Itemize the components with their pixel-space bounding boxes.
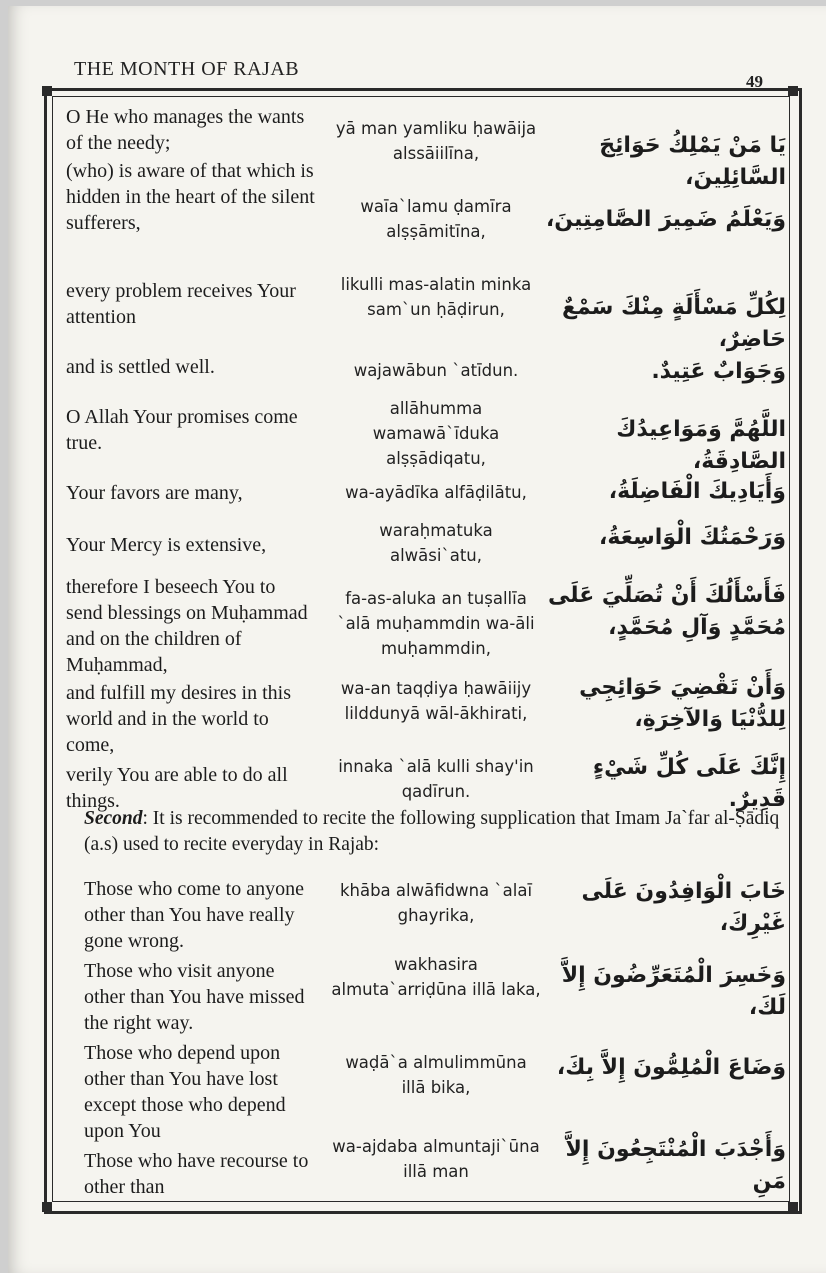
transliteration-text: wa-ayādīka alfāḍilātu, <box>345 483 527 502</box>
english-text: and is settled well. <box>66 356 215 378</box>
instruction-text: : It is recommended to recite the following supplication that Imam Ja`far al-Ṣādiq (a.s) used to recite everyday in Rajab: <box>84 808 780 855</box>
arabic-text: إِنَّكَ عَلَى كُلِّ شَيْءٍ قَدِيرٌ. <box>592 755 786 812</box>
arabic-text: وَجَوَابٌ عَتِيدٌ. <box>651 359 786 384</box>
running-title: THE MONTH OF RAJAB <box>74 58 300 80</box>
arabic-text: اللَّهُمَّ وَمَوَاعِيدُكَ الصَّادِقَةُ، <box>616 417 786 474</box>
transliteration-text: innaka `alā kulli shay'in qadīrun. <box>338 757 534 801</box>
english-text: and fulfill my desires in this world and in the world to come, <box>66 682 291 756</box>
corner-ornament <box>788 1202 798 1212</box>
arabic-text: وَضَاعَ الْمُلِمُّونَ إِلاَّ بِكَ، <box>556 1055 786 1080</box>
transliteration-text: wa-ajdaba almuntaji`ūna illā man <box>332 1137 540 1181</box>
arabic-text: وَأَنْ تَقْضِيَ حَوَائِجِي لِلدُّنْيَا وَالآخِرَةِ، <box>579 675 786 732</box>
transliteration-text: wajawābun `atīdun. <box>353 361 519 380</box>
arabic-text: وَيَعْلَمُ ضَمِيرَ الصَّامِتِينَ، <box>545 207 786 232</box>
english-text: therefore I beseech You to send blessings on Muḥammad and on the children of Muḥammad, <box>66 576 308 676</box>
arabic-text: خَابَ الْوَافِدُونَ عَلَى غَيْرِكَ، <box>581 879 786 936</box>
transliteration-text: allāhumma wamawā`īduka alṣṣādiqatu, <box>372 399 500 468</box>
transliteration-text: yā man yamliku ḥawāija alssāiilīna, <box>335 119 537 163</box>
transliteration-text: waḍā`a almulimmūna illā bika, <box>345 1053 527 1097</box>
english-text: verily You are able to do all things. <box>66 764 288 812</box>
arabic-text: وَأَجْدَبَ الْمُنْتَجِعُونَ إِلاَّ مَنِ <box>565 1137 786 1194</box>
transliteration-text: waraḥmatuka alwāsi`atu, <box>379 521 493 565</box>
english-text: O Allah Your promises come true. <box>66 406 298 454</box>
transliteration-text: khāba alwāfidwna `alaī ghayrika, <box>339 881 533 925</box>
transliteration-text: waīa`lamu ḍamīra alṣṣāmitīna, <box>360 197 512 241</box>
instruction-paragraph <box>84 806 784 858</box>
english-text: Those who visit anyone other than You have missed the right way. <box>84 960 305 1034</box>
arabic-text: وَخَسِرَ الْمُتَعَرِّضُونَ إِلاَّ لَكَ، <box>561 963 786 1020</box>
arabic-text: يَا مَنْ يَمْلِكُ حَوَائِجَ السَّائِلِينَ، <box>599 133 786 190</box>
english-text: (who) is aware of that which is hidden in the heart of the silent sufferers, <box>66 160 315 234</box>
transliteration-text: fa-as-aluka an tuṣallīa `alā muḥammdin wa-āli muḥammdin, <box>337 589 535 658</box>
english-text: Your Mercy is extensive, <box>66 534 267 556</box>
arabic-text: وَرَحْمَتُكَ الْوَاسِعَةُ، <box>599 525 786 550</box>
corner-ornament <box>42 86 52 96</box>
supplication-content <box>66 100 786 1200</box>
transliteration-text: likulli mas-alatin minka sam`un ḥāḍirun, <box>340 275 532 319</box>
corner-ornament <box>788 86 798 96</box>
english-text: Those who come to anyone other than You have really gone wrong. <box>84 878 304 952</box>
english-text: every problem receives Your attention <box>66 280 296 328</box>
section-label: Second <box>84 808 143 829</box>
english-text: Those who have recourse to other than <box>84 1150 309 1198</box>
english-text: O He who manages the wants of the needy; <box>66 106 305 154</box>
english-text: Those who depend upon other than You have lost except those who depend upon You <box>84 1042 286 1142</box>
arabic-text: وَأَيَادِيكَ الْفَاضِلَةُ، <box>608 479 786 504</box>
corner-ornament <box>42 1202 52 1212</box>
arabic-text: فَأَسْأَلُكَ أَنْ تُصَلِّيَ عَلَى مُحَمَّدٍ وَآلِ مُحَمَّدٍ، <box>547 583 786 640</box>
transliteration-text: wa-an taqḍiya ḥawāiijy lilddunyā wāl-ākhirati, <box>340 679 532 723</box>
english-text: Your favors are many, <box>66 482 243 504</box>
page-number: 49 <box>746 72 763 91</box>
arabic-text: لِكُلِّ مَسْأَلَةٍ مِنْكَ سَمْعٌ حَاضِرٌ، <box>561 295 786 352</box>
transliteration-text: wakhasira almuta`arriḍūna illā laka, <box>331 955 541 999</box>
